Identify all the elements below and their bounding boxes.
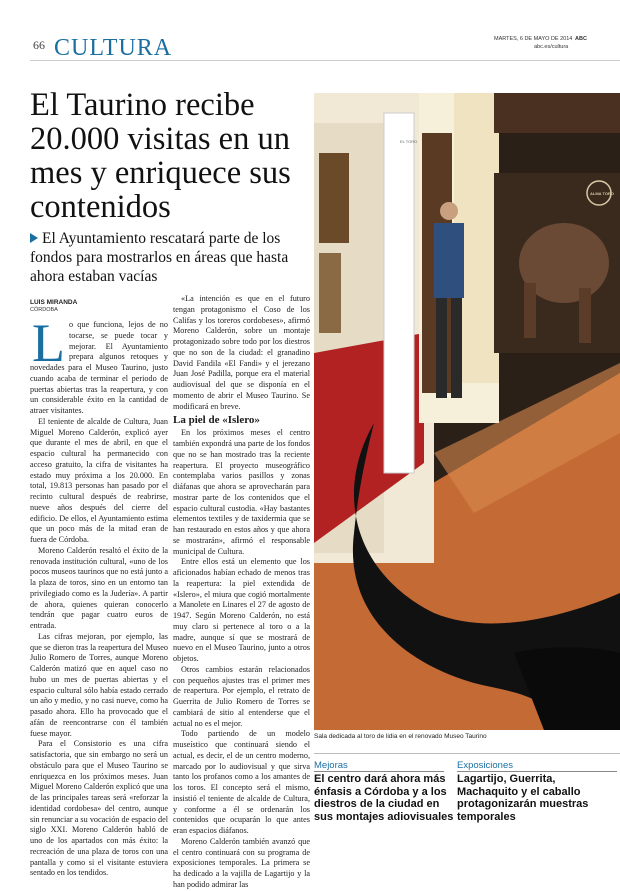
paragraph: Moreno Calderón resaltó el éxito de la renovada institución cultural, «uno de los pocos museos taurinos que no está junto a la plaza de toros, sino en un entorno tan privilegiado como es la Judería». A partir de ahora, quienes quieran conocerlo tendrán que pagar cuatro euros de entrada. (30, 545, 168, 630)
section-url[interactable]: abc.es/cultura (534, 44, 569, 50)
caption-rule (314, 753, 620, 754)
dateline-location: CÓRDOBA (30, 307, 58, 313)
sidebar-heading-mejoras: Mejoras (314, 760, 348, 771)
author-byline: LUIS MIRANDA (30, 299, 78, 306)
issue-date: MARTES, 6 DE MAYO DE 2014 (494, 36, 573, 42)
paragraph: Las cifras mejoran, por ejemplo, las que se dieron tras la reapertura del Museo Julio Romero de Torres, aunque Moreno Calderón matizó que en aquel caso no hubo un mes de puertas abiertas y el espacio cultural sólo había estado cerrado un año y medio, y no casi nueve, como ha pasado ahora. Ello ha provocado que el afán de reencontrarse con él también fuese mayor. (30, 631, 168, 738)
museum-photo-illustration (314, 93, 620, 730)
paragraph: El teniente de alcalde de Cultura, Juan Miguel Moreno Calderón, explicó ayer que durante el mes de abril, en que el espacio cultural ha permanecido con acceso gratuito, la cifra de visitantes ha estado muy próxima a los 20.000. En total, 19.813 personas han pasado por el recinto cultural después de reabrirse, nueve años después del cierre del edificio. De ellos, el Ayuntamiento estima que un poco más de la mitad eran de fuera de Córdoba. (30, 416, 168, 544)
paragraph: Moreno Calderón también avanzó que el centro continuará con su programa de exposiciones temporales. La primera se ha dedicado a la vajilla de Lagartijo y la han podido admirar las (173, 836, 310, 889)
subtitle-text: El Ayuntamiento rescatará parte de los fondos para mostrarlos en áreas que hasta ahora estaban vacías (30, 230, 289, 285)
museum-photo (314, 93, 620, 730)
sidebar-rule-1 (314, 771, 444, 772)
sidebar-heading-exposiciones: Exposiciones (457, 760, 513, 771)
photo-sign: ALMA TORO (590, 191, 614, 196)
triangle-bullet-icon (30, 233, 38, 243)
body-column-2 (173, 294, 310, 891)
paragraph: Entre ellos está un elemento que los aficionados habían echado de menos tras la reapertura: la piel extendida de «Islero», el miura que cogió mortalmente a Manolete en Linares el 27 de agosto de 1947. Según Moreno Calderón, no está muy claro si pertenece al toro o a la madre, aunque sí que se mostrará de nuevo en el Museo Taurino, junto a otros objetos. (173, 557, 310, 663)
subtitle (30, 229, 312, 286)
sidebar-rule-2 (457, 771, 617, 772)
photo-caption: Sala dedicada al toro de lidia en el renovado Museo Taurino (314, 733, 487, 740)
paragraph: Todo partiendo de un modelo museístico que continuará siendo el actual, es decir, el de un centro moderno, marcado por lo audiovisual y que sirva tanto los profanos como a los amantes de los toros. El concepto será el mismo, insistió el teniente de alcalde de Cultura, y conforme a él se ordenarán los contenidos que ocuparán lo que antes eran espacios diáfanos. (173, 729, 310, 835)
paragraph: o que funciona, lejos de no tocarse, se puede tocar y mejorar. El Ayuntamiento prepara algunos retoques y novedades para el Museo Taurino, justo cuando acaba de terminar el periodo de puertas abiertas tras la reapertura, y con un considerable éxito en la cantidad de atraer visitantes. (30, 320, 168, 415)
photo-panel-label: EL TORO (400, 139, 418, 144)
paragraph: «La intención es que en el futuro tengan protagonismo el Coso de los Califas y los toreros cordobeses», afirmó Moreno Calderón, sobre un montaje protagonizado sobre todo por los diestros que no son de la ciudad: el granadino David Fandila «El Fandi» y el jerezano Juan José Padilla, porque era el material audiovisual del que se disponía en el momento de abrir el Museo Taurino. Se modificará en breve. (173, 294, 310, 411)
brand-label: ABC (575, 36, 587, 42)
paragraph: Para el Consistorio es una cifra satisfactoria, que sin embargo no será un obstáculo para que el Museo Taurino se enriquezca en los próximos meses. Juan Miguel Moreno Calderón explicó que una de las principales tareas será «reforzar la identidad cordobesa» del centro, aunque sin renunciar a su vocación de espacio del siglo XXI. Moreno Calderón habló de uno de los apartados con más éxito: la recreación de una plaza de toros con una pantalla y como si el visitante estuviera sentado en los tendidos. (30, 739, 168, 878)
body-column-1 (30, 313, 168, 879)
paragraph: En los próximos meses el centro también expondrá una parte de los fondos que no se han mostrado tras la reciente reapertura. El proyecto museográfico contemplaba varios pasillos y zonas diáfanas que ahora se aprovecharán para mostrar parte de los contenidos que el espacio cultural custodia. «Hay bastantes elementos textiles y de taxidermia que se han restaurado en estos años y que ahora se mostrarán», afirmó el responsable municipal de Cultura. (173, 428, 310, 556)
subheading: La piel de «Islero» (173, 414, 260, 427)
header-rule (30, 60, 620, 61)
section-title: CULTURA (54, 35, 173, 61)
sidebar-text-exposiciones: Lagartijo, Guerrita, Machaquito y el caballo protagonizarán muestras temporales (457, 773, 589, 823)
paragraph: Otros cambios estarán relacionados con pequeños ajustes tras el primer mes de reapertura. Por ejemplo, el retrato de Guerrita de Julio Romero de Torres se cambiará de sitio al entenderse que el actual no es el mejor. (173, 664, 310, 728)
headline: El Taurino recibe 20.000 visitas en un mes y enriquece sus contenidos (30, 87, 291, 225)
drop-cap: L (32, 313, 65, 373)
sidebar-text-mejoras: El centro dará ahora más énfasis a Córdoba y a los diestros de la ciudad en sus montajes adiovisuales (314, 773, 454, 823)
page-number: 66 (33, 38, 45, 52)
